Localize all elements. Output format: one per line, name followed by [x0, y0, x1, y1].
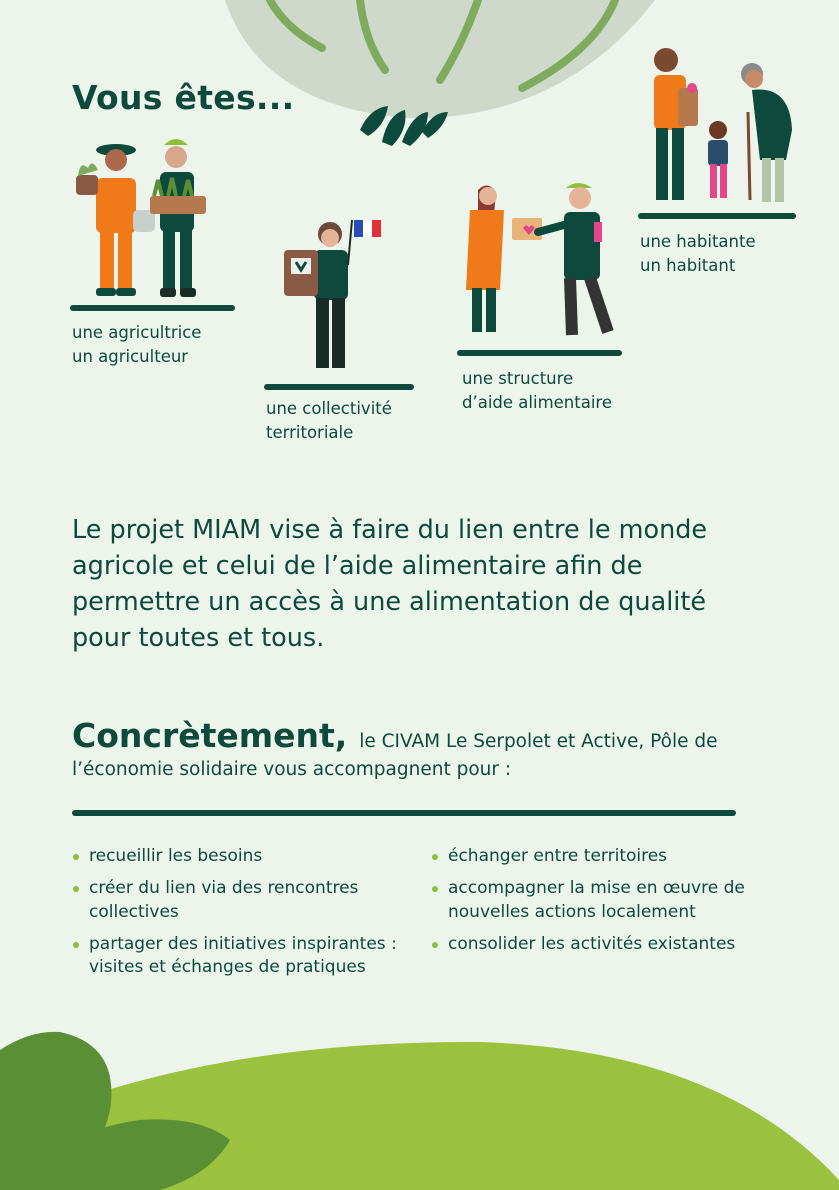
section-divider — [72, 810, 736, 816]
persona-label-residents — [640, 230, 756, 278]
concretely-heading: Concrètement, — [72, 716, 348, 755]
persona-divider — [638, 213, 796, 219]
persona-divider — [264, 384, 414, 390]
list-item: consolider les activités existantes — [431, 933, 776, 957]
intro-paragraph: Le projet MIAM vise à faire du lien entre le monde agricole et celui de l’aide alimentaire afin de permettre un accès à une alimentation de qualité pour toutes et tous. — [72, 515, 708, 653]
list-item: recueillir les besoins — [72, 845, 402, 869]
persona-label-line: un habitant — [640, 256, 736, 275]
persona-label-line: d’aide alimentaire — [462, 393, 612, 412]
list-item: échanger entre territoires — [431, 845, 776, 869]
actions-list-left — [72, 845, 402, 988]
persona-label-line: territoriale — [266, 423, 354, 442]
persona-label-authority — [266, 397, 392, 445]
list-item: créer du lien via des rencontres collectives — [72, 877, 402, 924]
persona-label-line: une habitante — [640, 232, 756, 251]
list-item: accompagner la mise en œuvre de nouvelles actions localement — [431, 877, 776, 924]
actions-list-right — [431, 845, 776, 965]
persona-label-line: une structure — [462, 369, 574, 388]
persona-label-food-aid — [462, 367, 612, 415]
concretely-text: le CIVAM Le Serpolet et Active, Pôle de l’économie solidaire vous accompagnent pour : — [72, 731, 718, 780]
persona-label-line: un agriculteur — [72, 347, 189, 366]
persona-label-line: une collectivité — [266, 399, 392, 418]
persona-label-line: une agricultrice — [72, 323, 202, 342]
page-title: Vous êtes... — [72, 78, 295, 117]
concretely-paragraph — [72, 716, 812, 784]
persona-divider — [457, 350, 622, 356]
residents-family-illustration — [0, 0, 839, 215]
list-item: partager des initiatives inspirantes : visites et échanges de pratiques — [72, 933, 402, 980]
